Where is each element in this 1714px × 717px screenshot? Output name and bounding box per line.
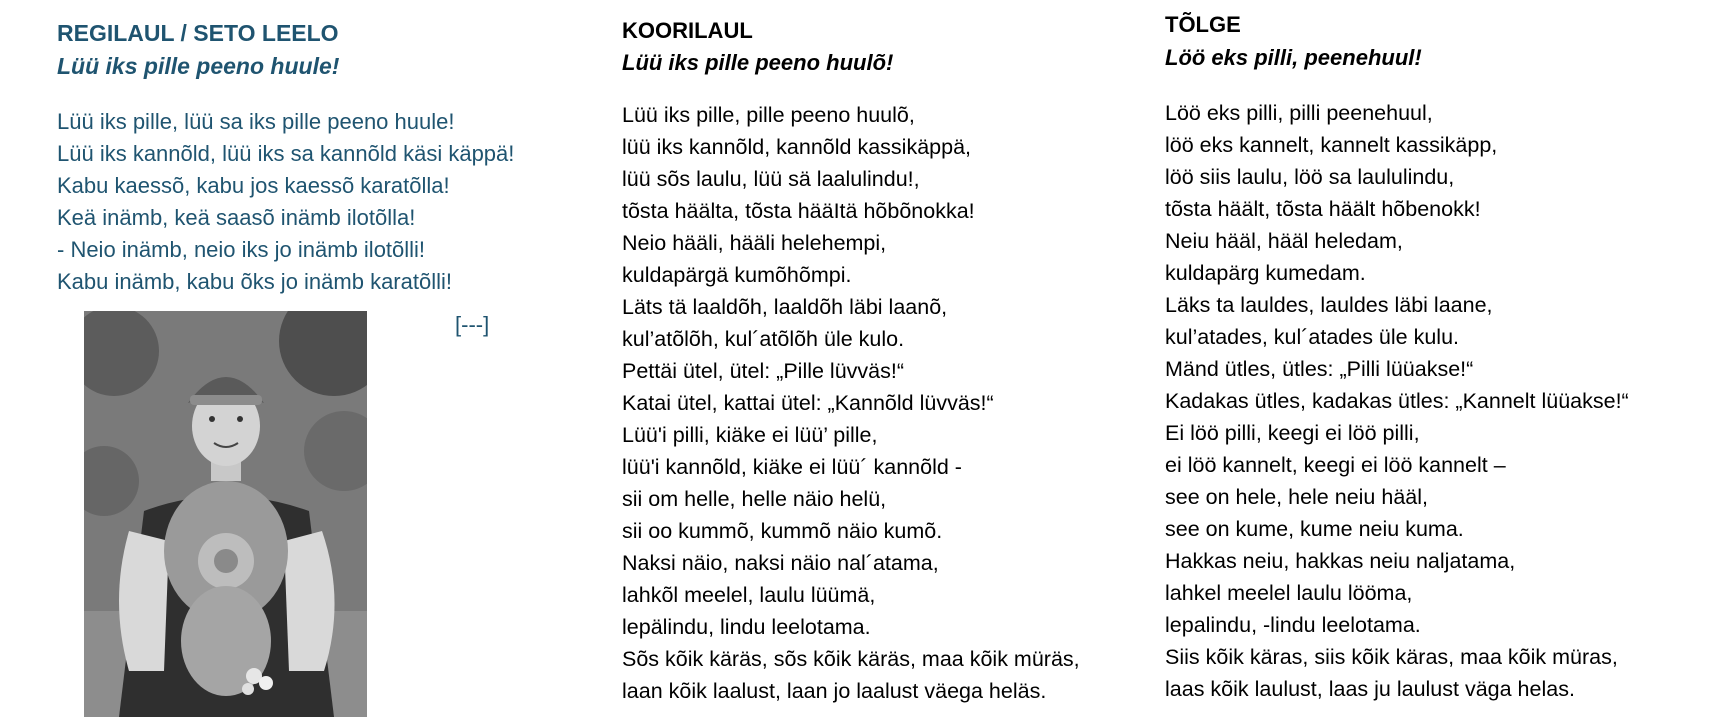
verse-line: lepälindu, lindu leelotama.	[622, 615, 871, 639]
koorilaul-verses	[622, 99, 1080, 707]
verse-line: sii oo kummõ, kummõ näio kumõ.	[622, 519, 943, 543]
seto-woman-photo	[84, 311, 367, 717]
verse-line: kuldapärg kumedam.	[1165, 261, 1366, 285]
verse-line: tõsta häält, tõsta häält hõbenokk!	[1165, 197, 1481, 221]
verse-line: Lüü iks pille, pille peeno huulõ,	[622, 103, 915, 127]
verse-line: Siis kõik käras, siis kõik käras, maa kõik müras,	[1165, 645, 1618, 669]
verse-line: lüü'i kannõld, kiäke ei lüü´ kannõld -	[622, 455, 962, 479]
verse-line: Neiu hääl, hääl heledam,	[1165, 229, 1403, 253]
verse-line: Lüü'i pilli, kiäke ei lüü’ pille,	[622, 423, 878, 447]
verse-line: kul’atades, kul´atades üle kulu.	[1165, 325, 1460, 349]
tolge-verses	[1165, 97, 1629, 705]
verse-line: Kabu inämb, kabu õks jo inämb karatõlli!	[57, 269, 452, 294]
verse-line: Kabu kaessõ, kabu jos kaessõ karatõlla!	[57, 173, 450, 198]
verse-line: see on hele, hele neiu hääl,	[1165, 485, 1428, 509]
koorilaul-subtitle: Lüü iks pille peeno huulõ!	[622, 50, 894, 75]
regilaul-subtitle: Lüü iks pille peeno huule!	[57, 53, 340, 79]
regilaul-verses	[57, 106, 514, 298]
verse-line: kul’atõlõh, kul´atõlõh üle kulo.	[622, 327, 905, 351]
verse-line: lepalindu, -lindu leelotama.	[1165, 613, 1421, 637]
verse-line: Ei löö pilli, keegi ei löö pilli,	[1165, 421, 1420, 445]
verse-line: Keä inämb, keä saasõ inämb ilotõlla!	[57, 205, 416, 230]
verse-line: lüü iks kannõld, kannõld kassikäppä,	[622, 135, 971, 159]
tolge-subtitle: Löö eks pilli, peenehuul!	[1165, 45, 1422, 70]
tolge-title: TÕLGE	[1165, 12, 1241, 37]
verse-line: laan kõik laalust, laan jo laalust väega heläs.	[622, 679, 1047, 703]
verse-line: see on kume, kume neiu kuma.	[1165, 517, 1464, 541]
verse-line: laas kõik laulust, laas ju laulust väga helas.	[1165, 677, 1575, 701]
omission-marker: [---]	[455, 312, 490, 337]
verse-line: Pettäi ütel, ütel: „Pille lüvväs!“	[622, 359, 905, 383]
regilaul-title: REGILAUL / SETO LEELO	[57, 20, 339, 46]
verse-line: Naksi näio, naksi näio nal´atama,	[622, 551, 939, 575]
verse-line: Lüü iks pille, lüü sa iks pille peeno huule!	[57, 109, 455, 134]
verse-line: Neio hääli, hääli helehempi,	[622, 231, 887, 255]
verse-line: Mänd ütles, ütles: „Pilli lüüakse!“	[1165, 357, 1474, 381]
verse-line: lüü sõs laulu, lüü sä laalulindu!,	[622, 167, 920, 191]
verse-line: lahkõl meelel, laulu lüümä,	[622, 583, 876, 607]
verse-line: Läks ta lauldes, lauldes läbi laane,	[1165, 293, 1493, 317]
verse-line: Läts tä laaldõh, laaldõh läbi laanõ,	[622, 295, 948, 319]
verse-line: löö siis laulu, löö sa laululindu,	[1165, 165, 1455, 189]
verse-line: löö eks kannelt, kannelt kassikäpp,	[1165, 133, 1498, 157]
verse-line: sii om helle, helle näio helü,	[622, 487, 887, 511]
verse-line: - Neio inämb, neio iks jo inämb ilotõlli!	[57, 237, 426, 262]
verse-line: Lüü iks kannõld, lüü iks sa kannõld käsi käppä!	[57, 141, 515, 166]
verse-line: Kadakas ütles, kadakas ütles: „Kannelt lüüakse!“	[1165, 389, 1629, 413]
verse-line: lahkel meelel laulu lööma,	[1165, 581, 1413, 605]
verse-line: ei löö kannelt, keegi ei löö kannelt –	[1165, 453, 1506, 477]
verse-line: Sõs kõik käräs, sõs kõik käräs, maa kõik müräs,	[622, 647, 1080, 671]
verse-line: Löö eks pilli, pilli peenehuul,	[1165, 101, 1433, 125]
verse-line: Katai ütel, kattai ütel: „Kannõld lüvväs!“	[622, 391, 994, 415]
verse-line: Hakkas neiu, hakkas neiu naljatama,	[1165, 549, 1516, 573]
koorilaul-title: KOORILAUL	[622, 18, 753, 43]
verse-line: kuldapärgä kumõhõmpi.	[622, 263, 852, 287]
verse-line: tõsta häälta, tõsta hääItä hõbõnokka!	[622, 199, 975, 223]
